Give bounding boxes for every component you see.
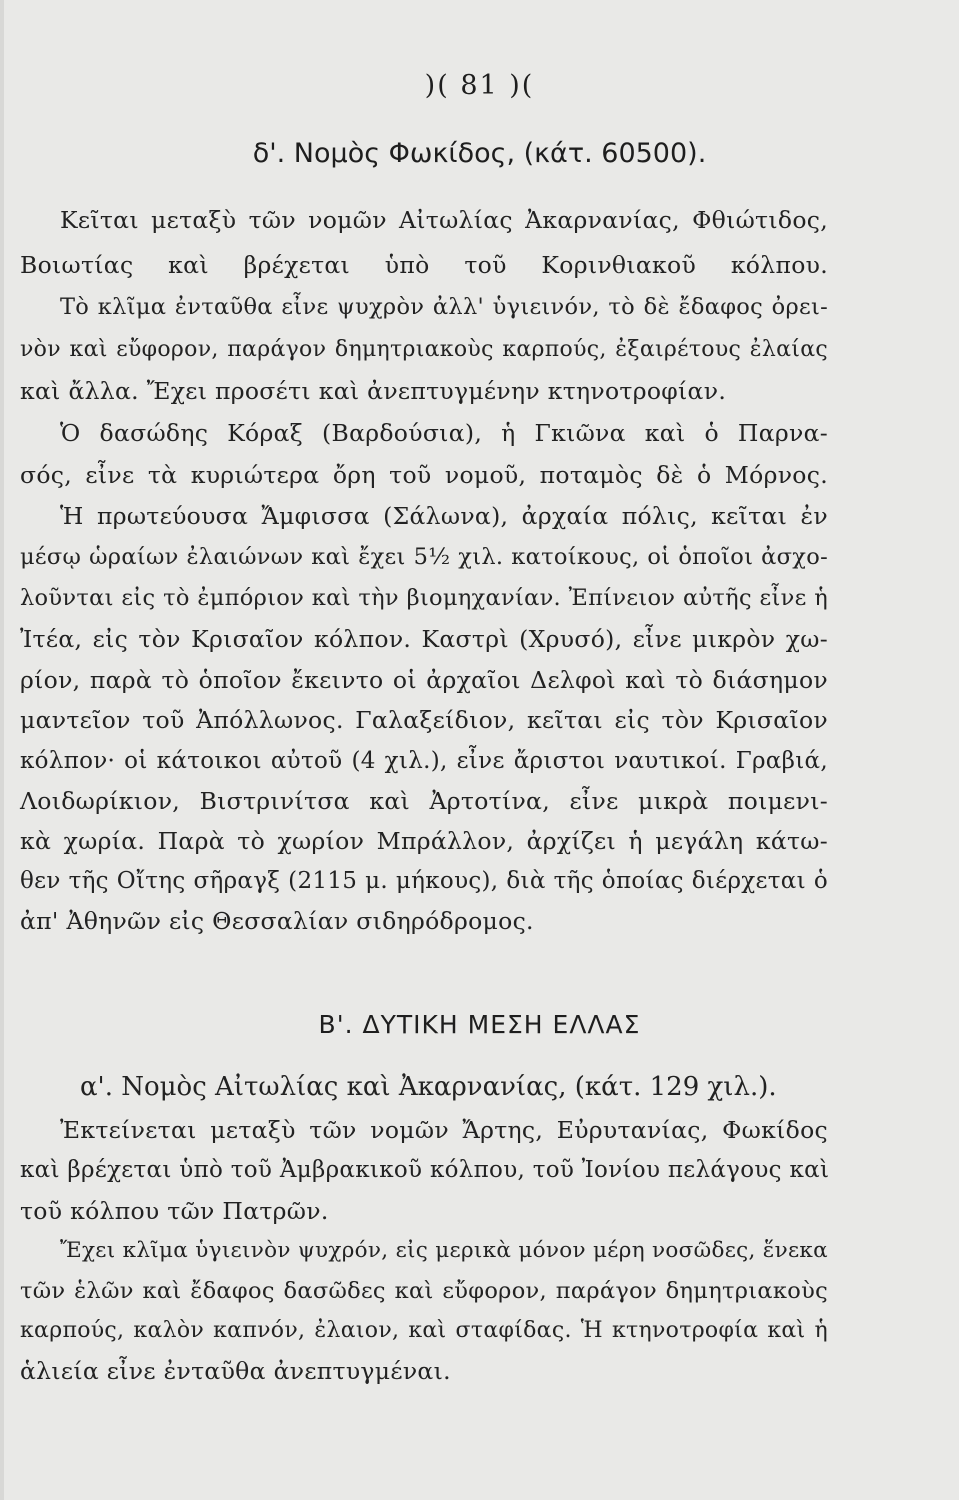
section-title-phocis: δ'. Νομὸς Φωκίδος, (κάτ. 60500). — [252, 138, 707, 169]
page-edge — [0, 0, 4, 1500]
paragraph-line: Ὁ δασώδης Κόραξ (Βαρδούσια), ἡ Γκιῶνα καὶ ὁ Παρνα- — [60, 419, 828, 447]
part-title-west-greece: Β'. ΔΥΤΙΚΗ ΜΕΣΗ ΕΛΛΑΣ — [318, 1010, 641, 1039]
paragraph-line: καὶ βρέχεται ὑπὸ τοῦ Ἀμβρακικοῦ κόλπου, τοῦ Ἰονίου πελάγους καὶ — [20, 1157, 830, 1183]
paragraph-line: Τὸ κλῖμα ἐνταῦθα εἶνε ψυχρὸν ἀλλ' ὑγιεινόν, τὸ δὲ ἔδαφος ὀρει- — [60, 294, 828, 320]
paragraph-line: Ἡ πρωτεύουσα Ἄμφισσα (Σάλωνα), ἀρχαία πόλις, κεῖται ἐν — [60, 502, 828, 530]
paragraph-line: Ἐκτείνεται μεταξὺ τῶν νομῶν Ἄρτης, Εὐρυτανίας, Φωκίδος — [60, 1116, 828, 1144]
paragraph-line: ρίον, παρὰ τὸ ὁποῖον ἔκειντο οἱ ἀρχαῖοι Δελφοὶ καὶ τὸ διάσημον — [20, 666, 828, 694]
paragraph-line: θεν τῆς Οἴτης σῆραγξ (2115 μ. μήκους), διὰ τῆς ὁποίας διέρχεται ὁ — [20, 868, 828, 894]
paragraph-line: κόλπον· οἱ κάτοικοι αὐτοῦ (4 χιλ.), εἶνε ἄριστοι ναυτικοί. Γραβιά, — [20, 748, 828, 774]
paragraph-line: καὶ ἄλλα. Ἔχει προσέτι καὶ ἀνεπτυγμένην κτηνοτροφίαν. — [20, 377, 727, 405]
paragraph-line: Ἔχει κλῖμα ὑγιεινὸν ψυχρόν, εἰς μερικὰ μόνον μέρη νοσῶδες, ἕνεκα — [60, 1238, 828, 1263]
section-title-aetolia: α'. Νομὸς Αἰτωλίας καὶ Ἀκαρνανίας, (κάτ. 129 χιλ.). — [80, 1072, 777, 1102]
paragraph-line: μέσῳ ὡραίων ἐλαιώνων καὶ ἔχει 5½ χιλ. κατοίκους, οἱ ὁποῖοι ἀσχο- — [20, 544, 828, 570]
paragraph-line: καρπούς, καλὸν καπνόν, ἐλαιον, καὶ σταφίδας. Ἡ κτηνοτροφία καὶ ἡ — [20, 1318, 828, 1343]
paragraph-line: τῶν ἑλῶν καὶ ἔδαφος δασῶδες καὶ εὔφορον, παράγον δημητριακοὺς — [20, 1278, 828, 1304]
paragraph-line: τοῦ κόλπου τῶν Πατρῶν. — [20, 1197, 329, 1225]
paragraph-line: νὸν καὶ εὔφορον, παράγον δημητριακοὺς καρπούς, ἐξαιρέτους ἐλαίας — [20, 337, 828, 362]
paragraph-line: σός, εἶνε τὰ κυριώτερα ὄρη τοῦ νομοῦ, ποταμὸς δὲ ὁ Μόρνος. — [20, 461, 828, 489]
paragraph-line: Λοιδωρίκιον, Βιστρινίτσα καὶ Ἀρτοτίνα, εἶνε μικρὰ ποιμενι- — [20, 787, 828, 815]
paragraph-line: κὰ χωρία. Παρὰ τὸ χωρίον Μπράλλον, ἀρχίζει ἡ μεγάλη κάτω- — [20, 827, 828, 855]
paragraph-line: λοῦνται εἰς τὸ ἐμπόριον καὶ τὴν βιομηχανίαν. Ἐπίνειον αὐτῆς εἶνε ἡ — [20, 585, 828, 611]
paragraph-line: ἀπ' Ἀθηνῶν εἰς Θεσσαλίαν σιδηρόδρομος. — [20, 907, 534, 935]
paragraph-line: Ἰτέα, εἰς τὸν Κρισαῖον κόλπον. Καστρὶ (Χρυσό), εἶνε μικρὸν χω- — [20, 625, 828, 653]
paragraph-line: ἁλιεία εἶνε ἐνταῦθα ἀνεπτυγμέναι. — [20, 1357, 451, 1385]
page-number: )( 81 )( — [424, 70, 535, 101]
paragraph-line: μαντεῖον τοῦ Ἀπόλλωνος. Γαλαξείδιον, κεῖται εἰς τὸν Κρισαῖον — [20, 706, 828, 734]
paragraph-line: Κεῖται μεταξὺ τῶν νομῶν Αἰτωλίας Ἀκαρνανίας, Φθιώτιδος, — [60, 206, 828, 234]
paragraph-line: Βοιωτίας καὶ βρέχεται ὑπὸ τοῦ Κορινθιακοῦ κόλπου. — [20, 251, 828, 279]
